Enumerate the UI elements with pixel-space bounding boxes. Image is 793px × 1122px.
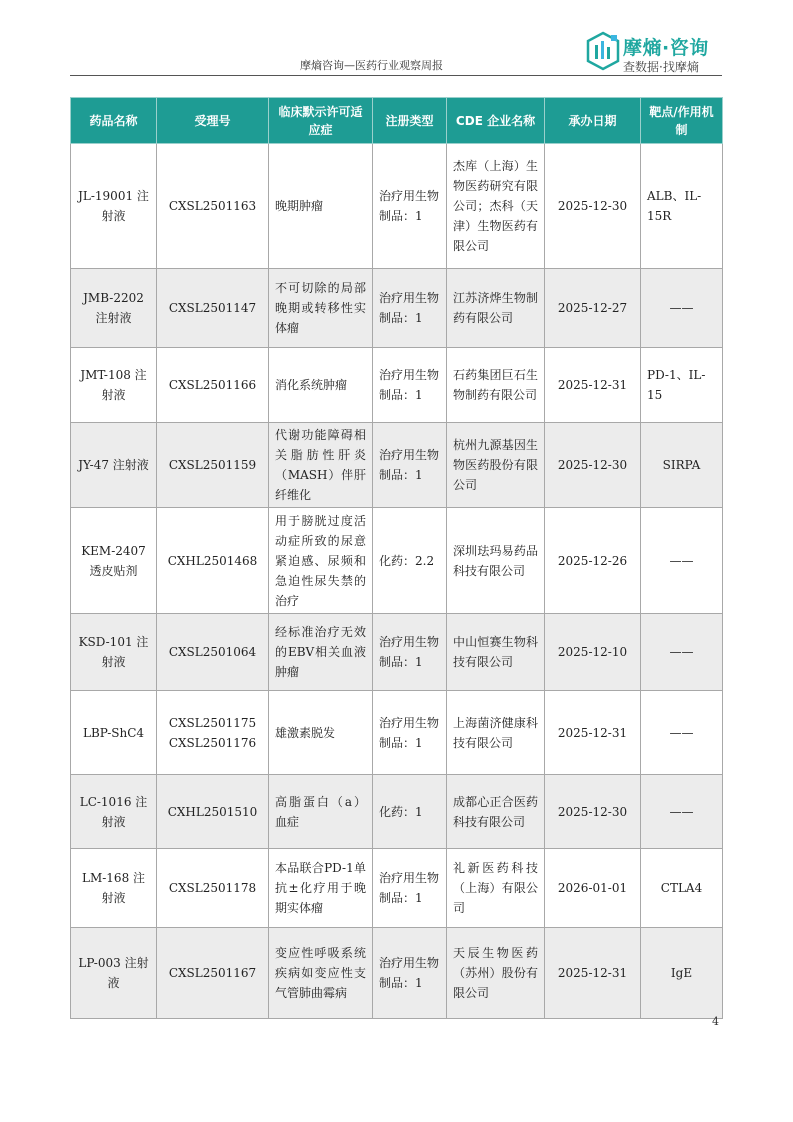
table-row [71,269,723,348]
logo-name: 摩熵·咨询 [623,37,709,59]
reg-type-cell: 化药：2.2 [373,508,447,614]
indication-cell: 用于膀胱过度活动症所致的尿意紧迫感、尿频和急迫性尿失禁的治疗 [269,508,373,614]
date-cell: 2025-12-31 [545,691,641,775]
company-cell: 杭州九源基因生物医药股份有限公司 [447,423,545,508]
company-cell: 江苏济烨生物制药有限公司 [447,269,545,348]
table-row [71,348,723,423]
drug-name-cell: JMT-108 注射液 [71,348,157,423]
date-cell: 2025-12-26 [545,508,641,614]
table-row [71,508,723,614]
indication-cell: 代谢功能障碍相关脂肪性肝炎（MASH）伴肝纤维化 [269,423,373,508]
indication-cell: 晚期肿瘤 [269,144,373,269]
accept-no-cell: CXSL2501167 [157,928,269,1019]
target-cell: —— [641,508,723,614]
accept-no-cell: CXSL2501163 [157,144,269,269]
target-cell: —— [641,775,723,849]
company-cell: 上海菌济健康科技有限公司 [447,691,545,775]
reg-type-cell: 治疗用生物制品：1 [373,691,447,775]
target-cell: IgE [641,928,723,1019]
company-cell: 杰库（上海）生物医药研究有限公司；杰科（天津）生物医药有限公司 [447,144,545,269]
drug-approval-table [70,97,723,1019]
company-cell: 天辰生物医药（苏州）股份有限公司 [447,928,545,1019]
accept-no-cell: CXSL2501064 [157,614,269,691]
indication-cell: 高脂蛋白（a）血症 [269,775,373,849]
date-cell: 2025-12-31 [545,928,641,1019]
reg-type-cell: 治疗用生物制品：1 [373,614,447,691]
header-divider [70,75,722,76]
drug-name-cell: KEM-2407 透皮贴剂 [71,508,157,614]
company-cell: 深圳珐玛易药品科技有限公司 [447,508,545,614]
accept-no-cell: CXSL2501147 [157,269,269,348]
accept-no-cell: CXHL2501468 [157,508,269,614]
col-header-target: 靶点/作用机制 [641,98,723,144]
reg-type-cell: 治疗用生物制品：1 [373,423,447,508]
col-header-accept-no: 受理号 [157,98,269,144]
drug-name-cell: JL-19001 注射液 [71,144,157,269]
date-cell: 2025-12-30 [545,423,641,508]
company-cell: 成都心正合医药科技有限公司 [447,775,545,849]
drug-name-cell: JMB-2202 注射液 [71,269,157,348]
date-cell: 2025-12-10 [545,614,641,691]
page-number: 4 [712,1015,719,1028]
logo-icon [585,31,621,71]
table-row [71,144,723,269]
table-header-row [71,98,723,144]
report-title: 摩熵咨询—医药行业观察周报 [300,59,443,72]
reg-type-cell: 治疗用生物制品：1 [373,144,447,269]
drug-name-cell: LBP-ShC4 [71,691,157,775]
company-cell: 中山恒赛生物科技有限公司 [447,614,545,691]
target-cell: —— [641,691,723,775]
indication-cell: 消化系统肿瘤 [269,348,373,423]
indication-cell: 不可切除的局部晚期或转移性实体瘤 [269,269,373,348]
date-cell: 2026-01-01 [545,849,641,928]
col-header-drug-name: 药品名称 [71,98,157,144]
reg-type-cell: 治疗用生物制品：1 [373,849,447,928]
accept-no-cell: CXSL2501178 [157,849,269,928]
date-cell: 2025-12-30 [545,144,641,269]
target-cell: PD-1、IL-15 [641,348,723,423]
reg-type-cell: 治疗用生物制品：1 [373,928,447,1019]
indication-cell: 变应性呼吸系统疾病如变应性支气管肺曲霉病 [269,928,373,1019]
date-cell: 2025-12-27 [545,269,641,348]
brand-logo [585,31,725,75]
date-cell: 2025-12-31 [545,348,641,423]
drug-name-cell: LM-168 注射液 [71,849,157,928]
reg-type-cell: 治疗用生物制品：1 [373,348,447,423]
table-row [71,691,723,775]
indication-cell: 雄激素脱发 [269,691,373,775]
table-row [71,928,723,1019]
drug-name-cell: LC-1016 注射液 [71,775,157,849]
col-header-reg-type: 注册类型 [373,98,447,144]
table-row [71,849,723,928]
col-header-company: CDE 企业名称 [447,98,545,144]
drug-name-cell: KSD-101 注射液 [71,614,157,691]
col-header-indication: 临床默示许可适应症 [269,98,373,144]
company-cell: 石药集团巨石生物制药有限公司 [447,348,545,423]
table-row [71,775,723,849]
indication-cell: 本品联合PD-1单抗±化疗用于晚期实体瘤 [269,849,373,928]
logo-tagline: 查数据·找摩熵 [623,60,699,74]
company-cell: 礼新医药科技（上海）有限公司 [447,849,545,928]
accept-no-cell: CXSL2501166 [157,348,269,423]
accept-no-cell: CXSL2501159 [157,423,269,508]
table-row [71,614,723,691]
target-cell: CTLA4 [641,849,723,928]
accept-no-cell: CXHL2501510 [157,775,269,849]
date-cell: 2025-12-30 [545,775,641,849]
col-header-date: 承办日期 [545,98,641,144]
drug-name-cell: LP-003 注射液 [71,928,157,1019]
target-cell: —— [641,614,723,691]
reg-type-cell: 治疗用生物制品：1 [373,269,447,348]
drug-name-cell: JY-47 注射液 [71,423,157,508]
accept-no-cell: CXSL2501175 CXSL2501176 [157,691,269,775]
indication-cell: 经标准治疗无效的EBV相关血液肿瘤 [269,614,373,691]
target-cell: ALB、IL-15R [641,144,723,269]
reg-type-cell: 化药：1 [373,775,447,849]
target-cell: SIRPA [641,423,723,508]
target-cell: —— [641,269,723,348]
table-row [71,423,723,508]
